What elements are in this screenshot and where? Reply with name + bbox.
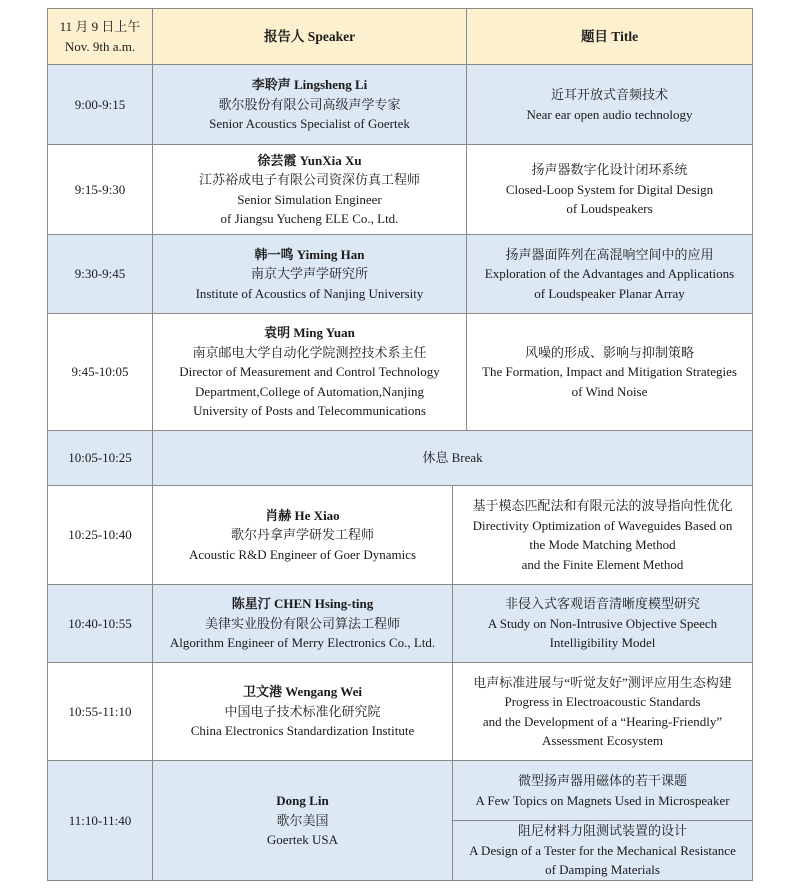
talk-title-en: of Loudspeakers (566, 201, 653, 217)
title-cell (452, 760, 753, 821)
header-speaker-cell (152, 8, 467, 65)
speaker-cell (152, 313, 467, 431)
speaker-name: 李聆声 Lingsheng Li (251, 77, 368, 93)
speaker-cell (152, 144, 467, 235)
speaker-affiliation-cn: 南京大学声学研究所 (250, 266, 368, 282)
header-speaker: 报告人 Speaker (263, 28, 356, 44)
talk-title-en: of Wind Noise (571, 383, 648, 399)
header-title-cell (466, 8, 753, 65)
speaker-affiliation-en: Senior Simulation Engineer (237, 191, 382, 207)
talk-title-cn: 阻尼材料力阻测试装置的设计 (517, 823, 687, 839)
speaker-affiliation-cn: 美律实业股份有限公司算法工程师 (204, 615, 400, 631)
time-slot: 10:05-10:25 (68, 450, 132, 466)
time-slot: 11:10-11:40 (68, 812, 132, 828)
speaker-name: 肖赫 He Xiao (265, 507, 340, 523)
talk-title-cn: 风噪的形成、影响与抑制策略 (524, 344, 694, 360)
talk-title-cn: 电声标准进展与“听觉友好”测评应用生态构建 (473, 674, 732, 690)
title-cell (452, 584, 753, 663)
speaker-cell (152, 64, 467, 145)
speaker-affiliation-en: of Jiangsu Yucheng ELE Co., Ltd. (220, 211, 399, 226)
speaker-cell (152, 485, 453, 585)
time-cell (47, 485, 153, 585)
speaker-name: 卫文港 Wengang Wei (243, 684, 362, 700)
speaker-affiliation-cn: 歌尔股份有限公司高级声学专家 (218, 96, 401, 112)
title-cell (452, 662, 753, 761)
speaker-affiliation-cn: 歌尔美国 (276, 812, 329, 828)
talk-title-en: Assessment Ecosystem (542, 733, 663, 748)
speaker-affiliation-en: University of Posts and Telecommunications (193, 403, 426, 419)
talk-title-en: Near ear open audio technology (526, 106, 693, 122)
title-cell (466, 144, 753, 235)
time-cell (47, 64, 153, 145)
time-cell (47, 584, 153, 663)
title-cell (452, 820, 753, 881)
speaker-cell (152, 662, 453, 761)
speaker-cell (152, 760, 453, 881)
talk-title-en: Closed-Loop System for Digital Design (505, 181, 714, 197)
speaker-affiliation-en: Institute of Acoustics of Nanjing University (195, 285, 424, 301)
speaker-affiliation-cn: 歌尔丹拿声学研发工程师 (230, 527, 374, 543)
talk-title-cn: 近耳开放式音频技术 (550, 87, 668, 102)
speaker-affiliation-cn: 江苏裕成电子有限公司资深仿真工程师 (198, 172, 420, 187)
time-cell (47, 430, 153, 486)
talk-title-cn: 基于模态匹配法和有限元法的波导指向性优化 (472, 498, 733, 513)
time-slot: 9:45-10:05 (71, 364, 129, 380)
title-cell (466, 64, 753, 145)
title-cell (452, 485, 753, 585)
speaker-affiliation-en: Algorithm Engineer of Merry Electronics Co., Ltd. (169, 635, 436, 651)
speaker-affiliation-en: China Electronics Standardization Institute (190, 723, 415, 739)
speaker-affiliation-en: Director of Measurement and Control Technology (179, 364, 440, 380)
speaker-affiliation-cn: 南京邮电大学自动化学院测控技术系主任 (192, 344, 427, 360)
time-slot: 10:40-10:55 (68, 615, 132, 631)
speaker-name: 陈星汀 CHEN Hsing-ting (231, 596, 374, 612)
time-slot: 10:55-11:10 (68, 703, 132, 719)
time-slot: 9:30-9:45 (74, 266, 126, 282)
talk-title-en: and the Finite Element Method (521, 556, 684, 572)
header-title: 题目 Title (580, 28, 639, 44)
talk-title-en: the Mode Matching Method (529, 537, 676, 552)
speaker-affiliation-en: Department,College of Automation,Nanjing (195, 383, 424, 399)
header-date-cn: 11 月 9 日上午 (59, 19, 141, 34)
speaker-name: 韩一鸣 Yiming Han (254, 246, 365, 262)
talk-title-en: Directivity Optimization of Waveguides Based on (472, 517, 733, 533)
time-cell (47, 144, 153, 235)
speaker-affiliation-en: Senior Acoustics Specialist of Goertek (209, 116, 410, 132)
time-cell (47, 760, 153, 881)
talk-title-en: The Formation, Impact and Mitigation Strategies (482, 364, 737, 380)
talk-title-en: Intelligibility Model (549, 635, 656, 651)
talk-title-cn: 扬声器面阵列在高混响空间中的应用 (505, 246, 714, 262)
talk-title-en: Progress in Electroacoustic Standards (504, 694, 701, 709)
schedule-table (47, 8, 753, 881)
break-label: 休息 Break (422, 450, 483, 466)
header-date-en: Nov. 9th a.m. (64, 38, 136, 54)
time-cell (47, 313, 153, 431)
talk-title-en: A Few Topics on Magnets Used in Microspeaker (475, 792, 730, 808)
speaker-cell (152, 234, 467, 314)
header-time-cell (47, 8, 153, 65)
speaker-cell (152, 584, 453, 663)
time-cell (47, 662, 153, 761)
title-cell (466, 313, 753, 431)
time-cell (47, 234, 153, 314)
speaker-affiliation-cn: 中国电子技术标准化研究院 (224, 703, 381, 719)
time-slot: 9:00-9:15 (74, 96, 126, 112)
speaker-name: 徐芸霞 YunXia Xu (257, 152, 362, 168)
time-slot: 10:25-10:40 (68, 527, 132, 543)
talk-title-cn: 扬声器数字化设计闭环系统 (531, 162, 688, 178)
talk-title-en: A Design of a Tester for the Mechanical Resistance (469, 842, 736, 858)
talk-title-en: of Loudspeaker Planar Array (534, 285, 685, 301)
time-slot: 9:15-9:30 (74, 181, 126, 197)
speaker-affiliation-en: Acoustic R&D Engineer of Goer Dynamics (188, 546, 417, 562)
speaker-affiliation-en: Goertek USA (266, 832, 339, 848)
talk-title-en: Exploration of the Advantages and Applications (484, 266, 735, 282)
talk-title-cn: 非侵入式客观语音清晰度模型研究 (504, 596, 700, 612)
talk-title-en: and the Development of a “Hearing-Friendly” (482, 713, 723, 729)
speaker-name: Dong Lin (276, 793, 329, 809)
talk-title-en: of Damping Materials (545, 862, 660, 878)
speaker-name: 袁明 Ming Yuan (264, 325, 355, 341)
talk-title-en: A Study on Non-Intrusive Objective Speech (487, 615, 718, 631)
break-cell (152, 430, 753, 486)
talk-title-cn: 微型扬声器用磁体的若干课题 (517, 773, 687, 788)
title-cell (466, 234, 753, 314)
